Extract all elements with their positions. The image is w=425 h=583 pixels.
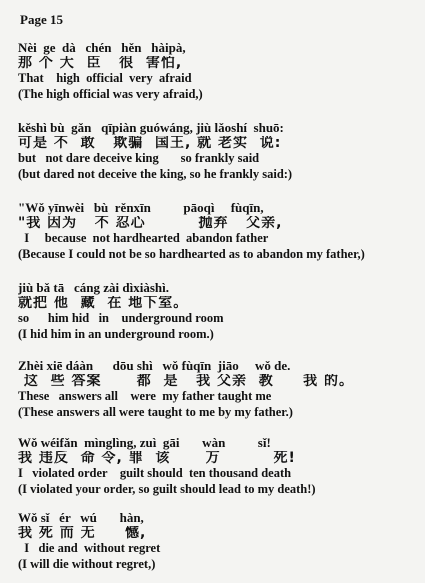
gloss-line: I violated order guilt should ten thousand death — [18, 466, 292, 480]
translation-line: (Because I could not be so hardhearted as to abandon my father,) — [18, 246, 365, 261]
hanzi-line: 就把 他 藏 在 地下室。 — [18, 295, 189, 311]
translation-line: (These answers all were taught to me by my father.) — [18, 404, 293, 419]
translation-line: (The high official was very afraid,) — [18, 86, 203, 101]
stanza-3 — [18, 200, 418, 262]
gloss-line: I die and without regret — [18, 541, 161, 555]
stanza-6 — [18, 435, 418, 497]
hanzi-line: 我 违反 命 令, 罪 该 万 死! — [18, 450, 296, 466]
hanzi-line: 那 个 大 臣 很 害怕, — [18, 55, 183, 71]
gloss-line: but not dare deceive king so frankly said — [18, 151, 260, 165]
stanza-2 — [18, 120, 418, 182]
translation-line: (but dared not deceive the king, so he frankly said:) — [18, 166, 293, 181]
stanza-1 — [18, 40, 418, 102]
translation-line: (I will die without regret,) — [18, 556, 156, 571]
gloss-line: That high official very afraid — [18, 71, 192, 85]
pinyin-line: Zhèi xiē dáàn dōu shì wǒ fùqīn jiāo wǒ de. — [18, 358, 291, 373]
gloss-line: These answers all were my father taught me — [18, 389, 272, 403]
gloss-line: so him hid in underground room — [18, 311, 224, 325]
stanza-5 — [18, 358, 418, 420]
pinyin-line: jiù bǎ tā cáng zài dìxiàshì. — [18, 280, 169, 295]
translation-line: (I violated your order, so guilt should lead to my death!) — [18, 481, 316, 496]
gloss-line: I because not hardhearted abandon father — [18, 231, 269, 245]
pinyin-line: kěshì bù gǎn qīpiàn guówáng, jiù lǎoshí shuō: — [18, 120, 284, 135]
pinyin-line: Nèi ge dà chén hěn hàipà, — [18, 40, 186, 55]
translation-line: (I hid him in an underground room.) — [18, 326, 214, 341]
hanzi-line: 我 死 而 无 憾, — [18, 525, 147, 541]
hanzi-line: "我 因为 不 忍心 抛弃 父亲, — [18, 215, 283, 231]
pinyin-line: Wǒ wéifǎn mìnglìng, zuì gāi wàn sǐ! — [18, 435, 271, 450]
pinyin-line: "Wǒ yīnwèi bù rěnxīn pāoqì fùqīn, — [18, 200, 264, 215]
stanza-7 — [18, 510, 418, 572]
hanzi-line: 可是 不 敢 欺骗 国王, 就 老实 说: — [18, 135, 282, 151]
pinyin-line: Wǒ sǐ ér wú hàn, — [18, 510, 144, 525]
hanzi-line: 这 些 答案 都 是 我 父亲 教 我 的。 — [18, 373, 354, 389]
stanza-4 — [18, 280, 418, 342]
page-number: Page 15 — [20, 12, 63, 27]
